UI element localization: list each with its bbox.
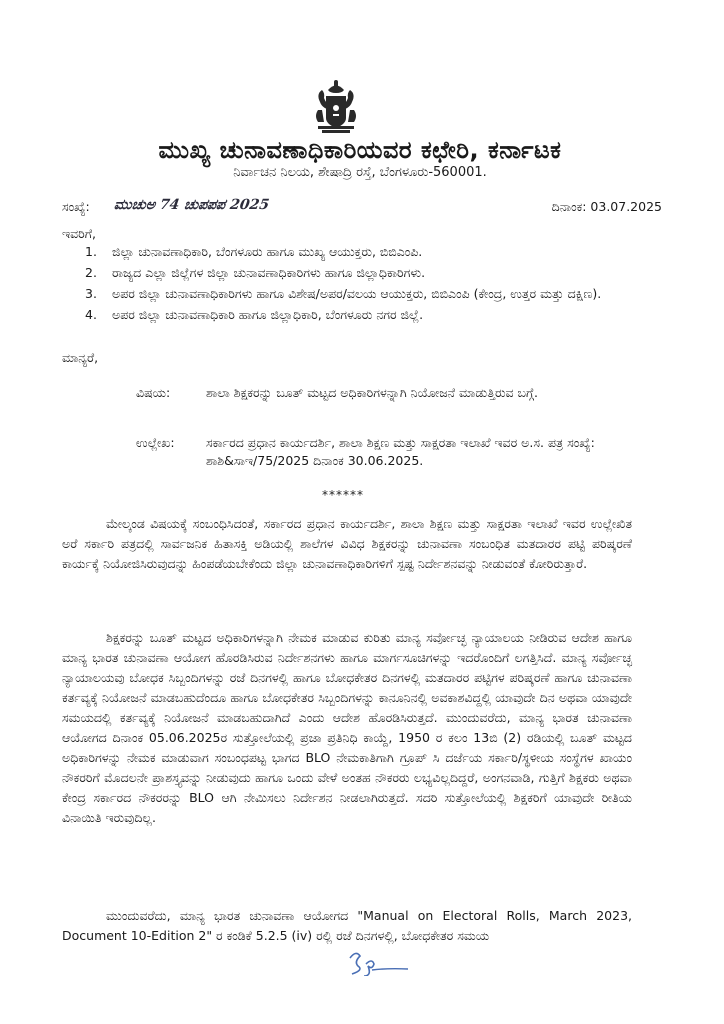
body-paragraph-1: ಮೇಲ್ಕಂಡ ವಿಷಯಕ್ಕೆ ಸಂಬಂಧಿಸಿದಂತೆ, ಸರ್ಕಾರದ ಪ್ರಧಾನ ಕಾರ್ಯದರ್ಶಿ, ಶಾಲಾ ಶಿಕ್ಷಣ ಮತ್ತು ಸಾಕ್ಷರತಾ ಇಲಾಖೆ ಇವರ ಉಲ್ಲೇಖಿತ ಅರೆ ಸರ್ಕಾರಿ ಪತ್ರದಲ್ಲಿ ಸಾರ್ವಜನಿಕ ಹಿತಾಸಕ್ತಿ ಅಡಿಯಲ್ಲಿ ಶಾಲೆಗಳ ವಿವಿಧ ಶಿಕ್ಷಕರನ್ನು ಚುನಾವಣಾ ಸಂಬಂಧಿತ ಮತದಾರರ ಪಟ್ಟಿ ಪರಿಷ್ಕರಣೆ ಕಾರ್ಯಕ್ಕೆ ನಿಯೋಜಿಸಿರುವುದನ್ನು ಹಿಂಪಡೆಯಬೇಕೆಂದು ಜಿಲ್ಲಾ ಚುನಾವಣಾಧಿಕಾರಿಗಳಿಗೆ ಸ್ಪಷ್ಟ ನಿರ್ದೇಶನವನ್ನು ನೀಡುವಂತೆ ಕೋರಿರುತ್ತಾರೆ. [62,516,632,571]
to-label: ಇವರಿಗೆ, [62,226,96,241]
list-number: 2. [85,265,97,280]
office-address: ನಿರ್ವಾಚನ ನಿಲಯ, ಶೇಷಾದ್ರಿ ರಸ್ತೆ, ಬೆಂಗಳೂರು-560001. [233,165,487,180]
recipient-text: ಜಿಲ್ಲಾ ಚುನಾವಣಾಧಿಕಾರಿ, ಬೆಂಗಳೂರು ಹಾಗೂ ಮುಖ್ಯ ಆಯುಕ್ತರು, ಬಿಬಿಎಂಪಿ. [112,244,423,259]
karnataka-state-emblem-icon [312,80,360,136]
list-item [85,305,645,324]
initials-signature [344,950,414,976]
letter-date: ದಿನಾಂಕ: 03.07.2025 [551,199,662,214]
list-item [85,284,645,303]
recipient-text: ರಾಜ್ಯದ ಎಲ್ಲಾ ಜಿಲ್ಲೆಗಳ ಜಿಲ್ಲಾ ಚುನಾವಣಾಧಿಕಾರಿಗಳು ಹಾಗೂ ಜಿಲ್ಲಾಧಿಕಾರಿಗಳು. [112,265,426,280]
recipient-text: ಅಪರ ಜಿಲ್ಲಾ ಚುನಾವಣಾಧಿಕಾರಿಗಳು ಹಾಗೂ ವಿಶೇಷ/ಅಪರ/ವಲಯ ಆಯುಕ್ತರು, ಬಿಬಿಎಂಪಿ (ಕೇಂದ್ರ, ಉತ್ತರ ಮತ್ತು ದಕ್ಷಿಣ). [112,286,602,301]
reference-number-label: ಸಂಖ್ಯೆ: [62,199,90,214]
body-paragraph-3: ಮುಂದುವರೆದು, ಮಾನ್ಯ ಭಾರತ ಚುನಾವಣಾ ಆಯೋಗದ "Manual on Electoral Rolls, March 2023, Document 10-Edition 2" ರ ಕಂಡಿಕೆ 5.2.5 (iv) ರಲ್ಲಿ ರಜೆ ದಿನಗಳಲ್ಲಿ, ಬೋಧಕೇತರ ಸಮಯ [62,908,632,943]
recipients-list [85,242,645,326]
body-paragraph-2: ಶಿಕ್ಷಕರನ್ನು ಬೂತ್ ಮಟ್ಟದ ಅಧಿಕಾರಿಗಳನ್ನಾಗಿ ನೇಮಕ ಮಾಡುವ ಕುರಿತು ಮಾನ್ಯ ಸರ್ವೋಚ್ಛ ನ್ಯಾಯಾಲಯ ನೀಡಿರುವ ಆದೇಶ ಹಾಗೂ ಮಾನ್ಯ ಭಾರತ ಚುನಾವಣಾ ಆಯೋಗ ಹೊರಡಿಸಿರುವ ನಿರ್ದೇಶನಗಳು ಹಾಗೂ ಮಾರ್ಗಸೂಚಿಗಳನ್ನು ಇದರೊಂದಿಗೆ ಲಗತ್ತಿಸಿದೆ. ಮಾನ್ಯ ಸರ್ವೋಚ್ಛ ನ್ಯಾಯಾಲಯವು ಬೋಧಕ ಸಿಬ್ಬಂದಿಗಳನ್ನು ರಜೆ ದಿನಗಳಲ್ಲಿ ಹಾಗೂ ಬೋಧಕೇತರ ದಿನಗಳಲ್ಲಿ ಮತದಾರರ ಪಟ್ಟಿಗಳ ಪರಿಷ್ಕರಣೆ ಹಾಗೂ ಚುನಾವಣಾ ಕರ್ತವ್ಯಕ್ಕೆ ನಿಯೋಜನೆ ಮಾಡಬಹುದೆಂದೂ ಹಾಗೂ ಬೋಧಕೇತರ ಸಿಬ್ಬಂದಿಗಳನ್ನು ಕಾನೂನಿನಲ್ಲಿ ಅವಕಾಶವಿದ್ದಲ್ಲಿ ಯಾವುದೇ ದಿನ ಅಥವಾ ಯಾವುದೇ ಸಮಯದಲ್ಲಿ ಕರ್ತವ್ಯಕ್ಕೆ ನಿಯೋಜನೆ ಮಾಡಬಹುದಾಗಿದೆ ಎಂದು ಆದೇಶ ಹೊರಡಿಸಿರುತ್ತದೆ. ಮುಂದುವರೆದು, ಮಾನ್ಯ ಭಾರತ ಚುನಾವಣಾ ಆಯೋಗದ ದಿನಾಂಕ 05.06.2025ರ ಸುತ್ತೋಲೆಯಲ್ಲಿ ಪ್ರಜಾ ಪ್ರತಿನಿಧಿ ಕಾಯ್ದೆ, 1950 ರ ಕಲಂ 13ಬಿ (2) ರಡಿಯಲ್ಲಿ ಬೂತ್ ಮಟ್ಟದ ಅಧಿಕಾರಿಗಳನ್ನು ನೇಮಕ ಮಾಡುವಾಗ ಸಂಬಂಧಪಟ್ಟ ಭಾಗದ BLO ನೇಮಕಾತಿಗಾಗಿ ಗ್ರೂಪ್ ಸಿ ದರ್ಜೆಯ ಸರ್ಕಾರಿ/ಸ್ಥಳೀಯ ಸಂಸ್ಥೆಗಳ ಖಾಯಂ ನೌಕರರಿಗೆ ಮೊದಲನೇ ಪ್ರಾಶಸ್ತ್ಯವನ್ನು ನೀಡುವುದು ಹಾಗೂ ಒಂದು ವೇಳೆ ಅಂತಹ ನೌಕರರು ಲಭ್ಯವಿಲ್ಲದಿದ್ದರೆ, ಅಂಗನವಾಡಿ, ಗುತ್ತಿಗೆ ಶಿಕ್ಷಕರು ಅಥವಾ ಕೇಂದ್ರ ಸರ್ಕಾರದ ನೌಕರರನ್ನು BLO ಆಗಿ ನೇಮಿಸಲು ನಿರ್ದೇಶನ ನೀಡಲಾಗಿರುತ್ತದೆ. ಸದರಿ ಸುತ್ತೋಲೆಯಲ್ಲಿ ಶಿಕ್ಷಕರಿಗೆ ಯಾವುದೇ ರೀತಿಯ ವಿನಾಯಿತಿ ಇರುವುದಿಲ್ಲ. [62,630,632,825]
list-item [85,263,645,282]
subject-text: ಶಾಲಾ ಶಿಕ್ಷಕರನ್ನು ಬೂತ್ ಮಟ್ಟದ ಅಧಿಕಾರಿಗಳನ್ನಾಗಿ ನಿಯೋಜನೆ ಮಾಡುತ್ತಿರುವ ಬಗ್ಗೆ. [206,385,538,400]
office-title: ಮುಖ್ಯ ಚುನಾವಣಾಧಿಕಾರಿಯವರ ಕಛೇರಿ, ಕರ್ನಾಟಕ [158,136,562,164]
reference-number-handwritten: ಮುಚುಅ 74 ಚುಪಪಪ 2025 [112,197,271,213]
salutation: ಮಾನ್ಯರೆ, [62,350,99,365]
list-number: 1. [85,244,97,259]
reference-note-label: ಉಲ್ಲೇಖ: [136,435,175,450]
list-item [85,242,645,261]
list-number: 3. [85,286,97,301]
reference-row [62,199,662,223]
list-number: 4. [85,307,97,322]
reference-note-text: ಸರ್ಕಾರದ ಪ್ರಧಾನ ಕಾರ್ಯದರ್ಶಿ, ಶಾಲಾ ಶಿಕ್ಷಣ ಮತ್ತು ಸಾಕ್ಷರತಾ ಇಲಾಖೆ ಇವರ ಅ.ಸ. ಪತ್ರ ಸಂಖ್ಯೆ: ಶಾಶಿ&ಸಾಇ/75/2025 ದಿನಾಂಕ 30.06.2025. [206,435,595,468]
subject-block [136,384,606,402]
section-separator: ****** [322,488,364,502]
subject-label: ವಿಷಯ: [136,385,171,400]
reference-note-block [136,434,606,470]
recipient-text: ಅಪರ ಜಿಲ್ಲಾ ಚುನಾವಣಾಧಿಕಾರಿ ಹಾಗೂ ಜಿಲ್ಲಾಧಿಕಾರಿ, ಬೆಂಗಳೂರು ನಗರ ಜಿಲ್ಲೆ. [112,307,424,322]
